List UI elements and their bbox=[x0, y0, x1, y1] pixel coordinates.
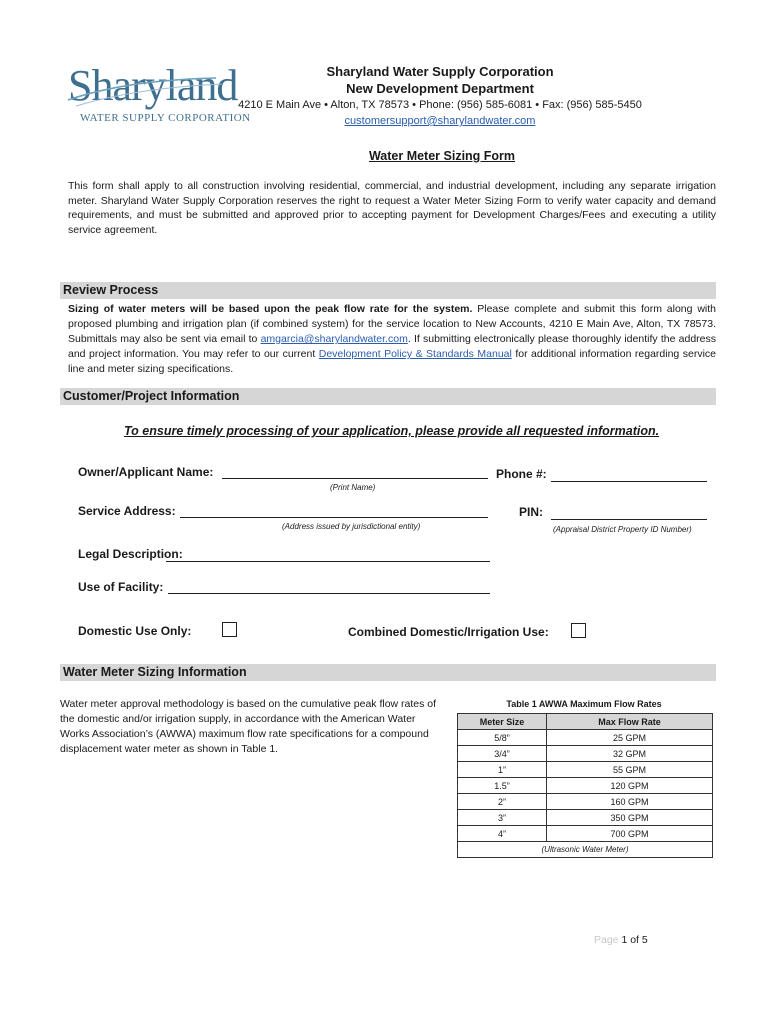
meter-size-cell: 3” bbox=[458, 810, 547, 826]
col-meter-size: Meter Size bbox=[458, 714, 547, 730]
table-row bbox=[458, 778, 713, 794]
logo-subtitle: WATER SUPPLY CORPORATION bbox=[80, 112, 251, 124]
table-row bbox=[458, 730, 713, 746]
support-email-link[interactable]: customersupport@sharylandwater.com bbox=[344, 115, 536, 127]
meter-size-cell: 5/8” bbox=[458, 730, 547, 746]
phone-field[interactable] bbox=[551, 481, 707, 482]
table-row bbox=[458, 794, 713, 810]
sizing-paragraph: Water meter approval methodology is based on the cumulative peak flow rates of the domestic and/or irrigation supply, in accordance with the American Water Works Association’s (AWWA) maximum flow rate specifications for a compound displacement water meter as shown in Table 1. bbox=[60, 698, 437, 755]
table-row bbox=[458, 746, 713, 762]
page-count: 1 of 5 bbox=[621, 934, 648, 946]
dept-name: New Development Department bbox=[346, 81, 534, 96]
legal-description-label: Legal Description: bbox=[78, 547, 183, 561]
domestic-use-label: Domestic Use Only: bbox=[78, 624, 192, 638]
owner-label: Owner/Applicant Name: bbox=[78, 465, 214, 479]
owner-field[interactable] bbox=[222, 478, 488, 479]
meter-size-cell: 1” bbox=[458, 762, 547, 778]
flow-rate-cell: 120 GPM bbox=[547, 778, 713, 794]
table-row bbox=[458, 762, 713, 778]
combined-use-label: Combined Domestic/Irrigation Use: bbox=[348, 625, 549, 639]
review-bold: Sizing of water meters will be based upon the peak flow rate for the system. bbox=[68, 303, 473, 315]
combined-use-checkbox[interactable] bbox=[571, 623, 586, 638]
flow-rate-cell: 350 GPM bbox=[547, 810, 713, 826]
col-max-flow-rate: Max Flow Rate bbox=[547, 714, 713, 730]
table-header-row bbox=[458, 714, 713, 730]
owner-caption: (Print Name) bbox=[330, 483, 376, 492]
review-text-3: for additional information regarding service line and meter sizing specifications. bbox=[68, 348, 716, 375]
legal-description-field[interactable] bbox=[166, 561, 490, 562]
service-address-label: Service Address: bbox=[78, 504, 176, 518]
flow-rate-cell: 160 GPM bbox=[547, 794, 713, 810]
service-address-field[interactable] bbox=[180, 517, 488, 518]
sizing-heading: Water Meter Sizing Information bbox=[60, 664, 716, 681]
intro-paragraph: This form shall apply to all construction involving residential, commercial, and industrial development, including any separate irrigation meter. Sharyland Water Supply Corporation reserves the right to request a Water Meter Sizing Form to verify water capacity and demand requirements, and must be submitted and approved prior to accepting payment for Development Charges/Fees and executing a utility service agreement. bbox=[68, 180, 716, 236]
review-heading: Review Process bbox=[60, 282, 716, 299]
flow-rate-table bbox=[457, 713, 713, 858]
table-caption: Table 1 AWWA Maximum Flow Rates bbox=[506, 699, 662, 709]
review-text-2: . If submitting electronically please thoroughly identify the address and project information. You may refer to our current bbox=[68, 333, 716, 360]
form-title: Water Meter Sizing Form bbox=[368, 149, 516, 163]
review-text-1: Please complete and submit this form along with proposed plumbing and irrigation plan (if combined system) for the service location to New Accounts, 4210 E Main Ave, Alton, TX 78573. Submittals may also be sent via email to bbox=[68, 303, 716, 345]
pin-caption: (Appraisal District Property ID Number) bbox=[553, 525, 692, 534]
table-row bbox=[458, 826, 713, 842]
meter-size-cell: 1.5” bbox=[458, 778, 547, 794]
org-name: Sharyland Water Supply Corporation bbox=[326, 64, 554, 79]
page-number bbox=[594, 934, 648, 946]
table-note-row bbox=[458, 842, 713, 858]
domestic-use-checkbox[interactable] bbox=[222, 622, 237, 637]
meter-size-cell: 4” bbox=[458, 826, 547, 842]
phone-label: Phone #: bbox=[496, 467, 547, 481]
org-address: 4210 E Main Ave • Alton, TX 78573 • Phone: (956) 585-6081 • Fax: (956) 585-5450 bbox=[238, 99, 642, 111]
policy-manual-link[interactable]: Development Policy & Standards Manual bbox=[318, 348, 512, 360]
service-address-caption: (Address issued by jurisdictional entity) bbox=[282, 522, 421, 531]
table-note: (Ultrasonic Water Meter) bbox=[458, 842, 713, 858]
meter-size-cell: 2” bbox=[458, 794, 547, 810]
flow-rate-cell: 55 GPM bbox=[547, 762, 713, 778]
meter-size-cell: 3/4” bbox=[458, 746, 547, 762]
flow-rate-cell: 32 GPM bbox=[547, 746, 713, 762]
use-of-facility-field[interactable] bbox=[168, 593, 490, 594]
flow-rate-cell: 700 GPM bbox=[547, 826, 713, 842]
page-prefix: Page bbox=[594, 934, 619, 946]
review-email-link[interactable]: amgarcia@sharylandwater.com bbox=[260, 333, 408, 345]
customer-heading: Customer/Project Information bbox=[60, 388, 716, 405]
table-row bbox=[458, 810, 713, 826]
flow-rate-cell: 25 GPM bbox=[547, 730, 713, 746]
review-paragraph bbox=[68, 302, 716, 377]
timely-notice: To ensure timely processing of your application, please provide all requested information. bbox=[124, 424, 660, 438]
use-of-facility-label: Use of Facility: bbox=[78, 580, 164, 594]
pin-field[interactable] bbox=[551, 519, 707, 520]
logo-wordmark: Sharyland bbox=[68, 61, 238, 110]
pin-label: PIN: bbox=[519, 505, 543, 519]
